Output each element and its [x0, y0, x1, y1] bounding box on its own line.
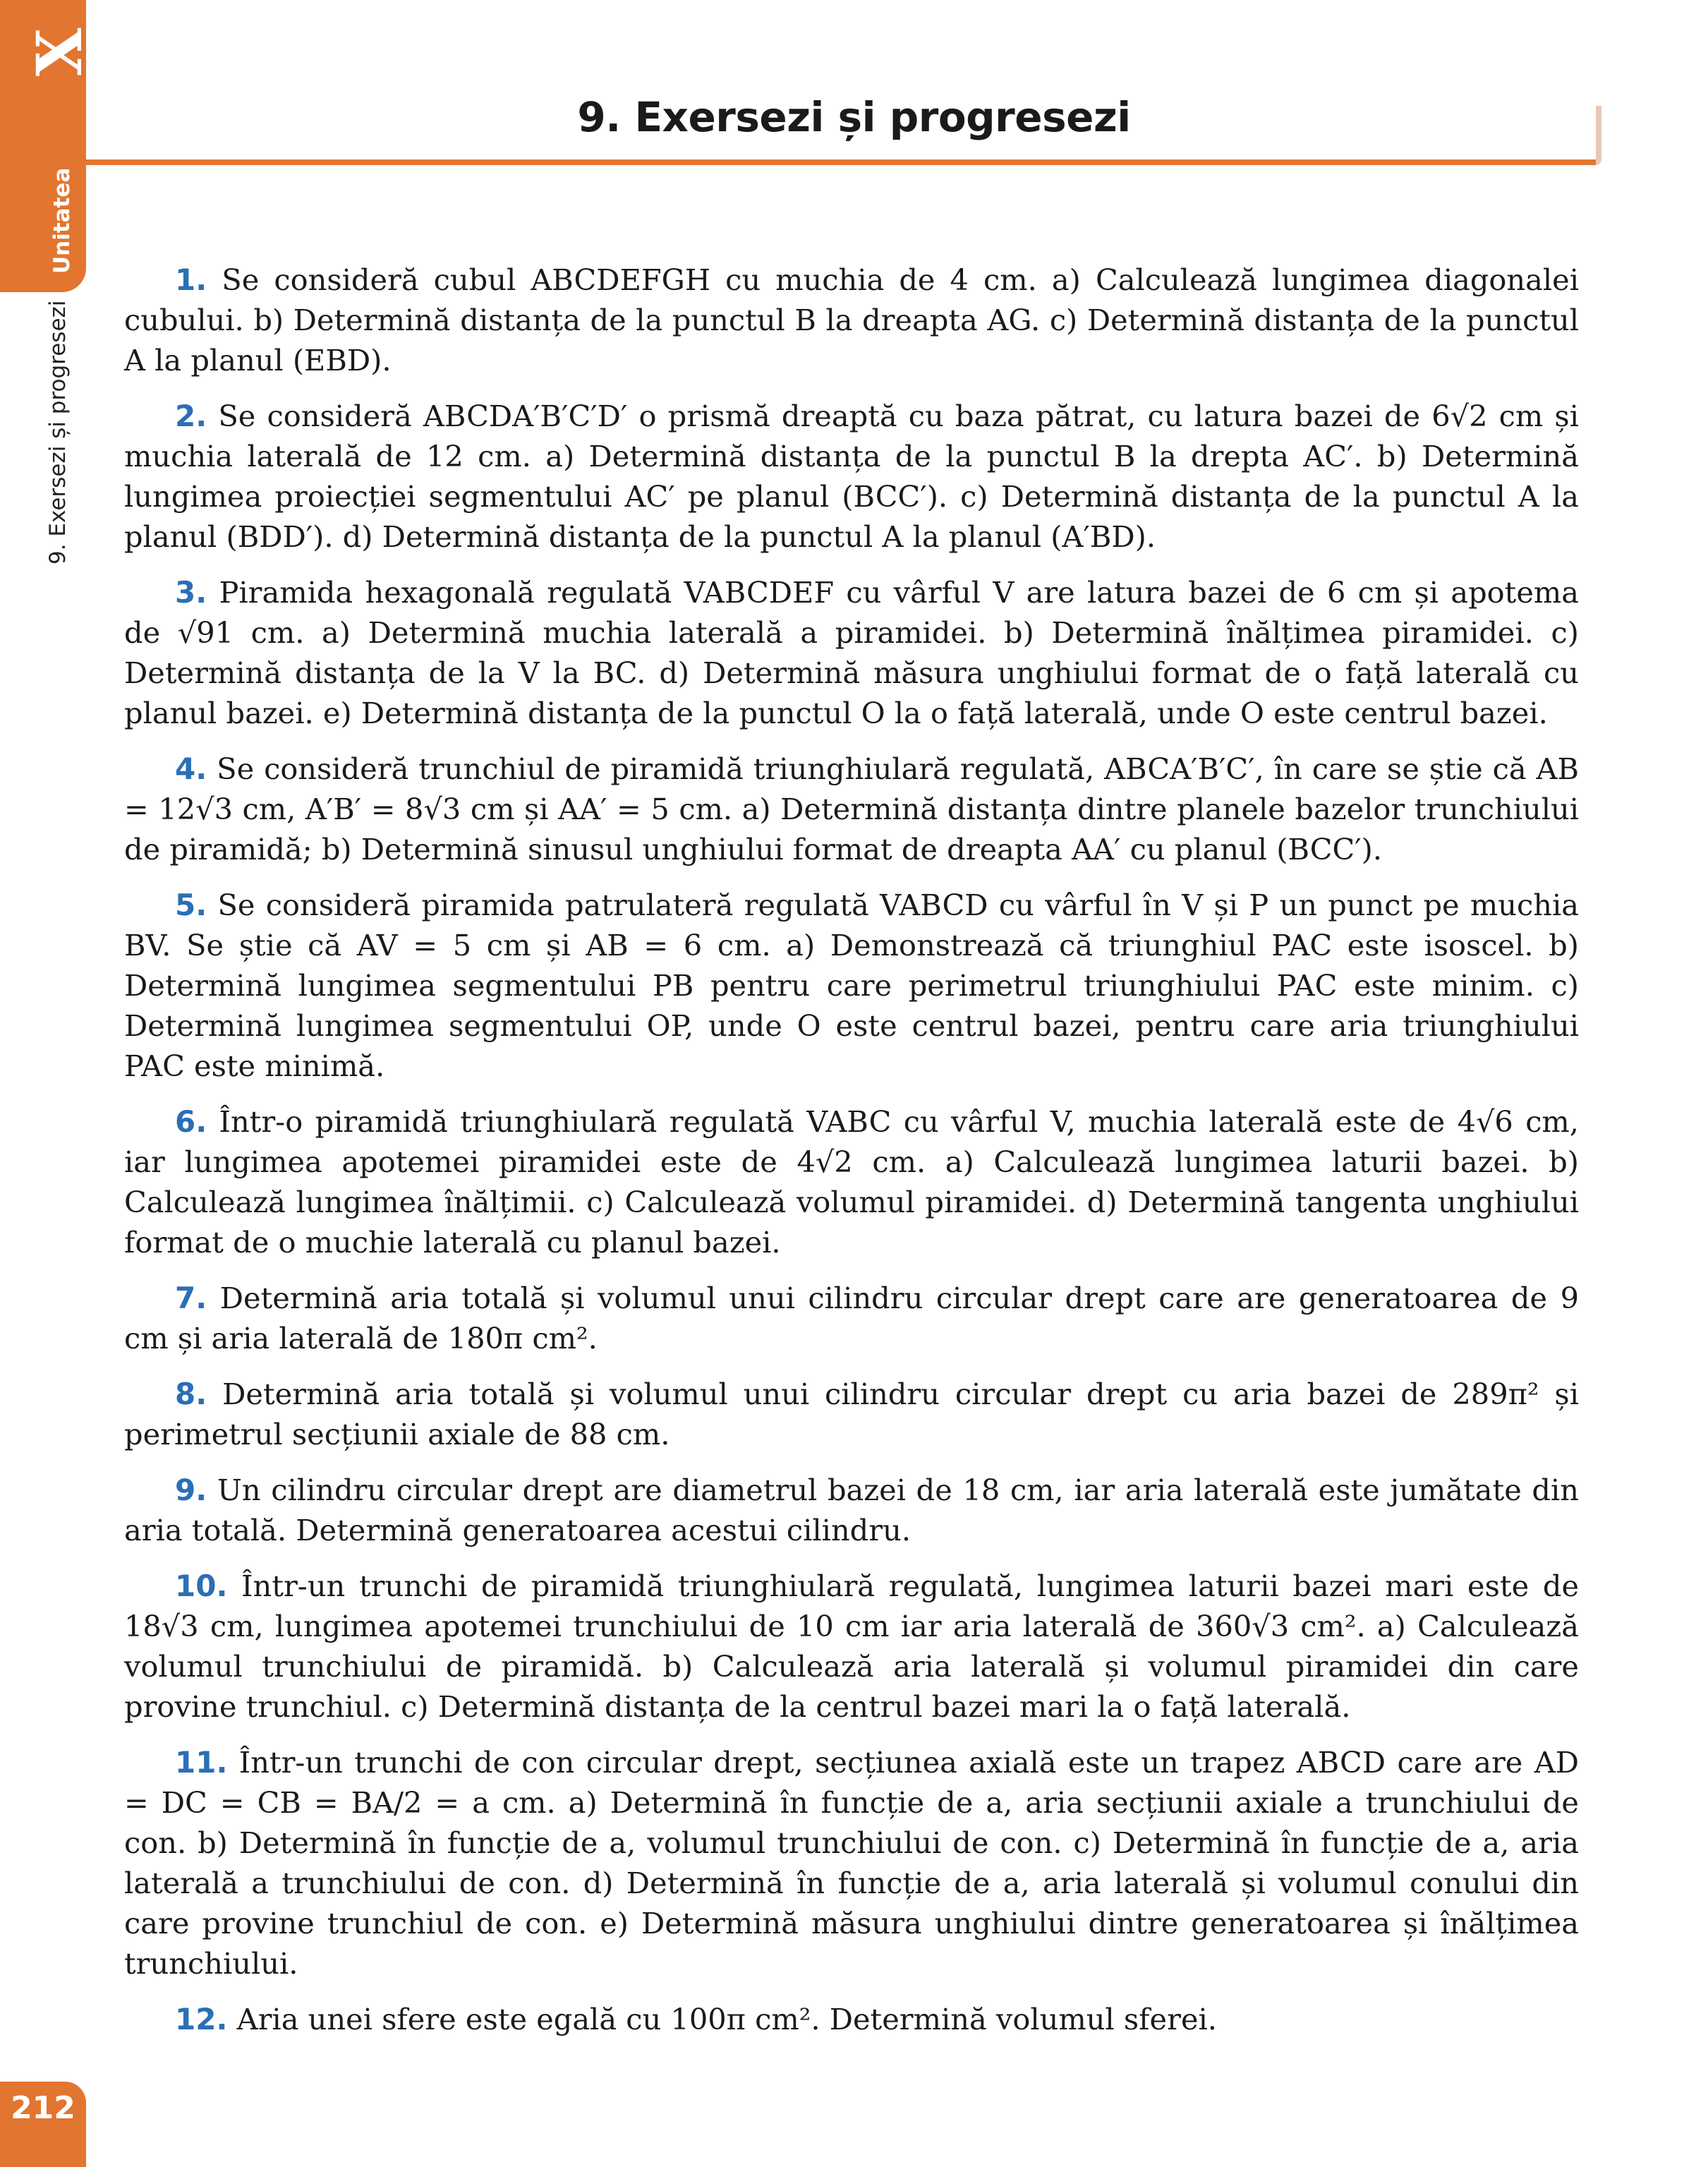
exercise-text: Aria unei sfere este egală cu 100π cm². Determină volumul sferei.	[236, 2002, 1217, 2036]
exercise-text: Se consideră cubul ABCDEFGH cu muchia de 4 cm. a) Calculează lungimea diagonalei cubului. b) Determină distanța de la punctul B la dreapta AG. c) Determină distanța de la punctul A la planul (EBD).	[124, 262, 1579, 378]
exercise-number: 1.	[175, 262, 207, 297]
exercise-number: 6.	[175, 1104, 207, 1139]
exercise-10	[124, 1566, 1579, 1727]
exercise-text: Un cilindru circular drept are diametrul bazei de 18 cm, iar aria laterală este jumătate din aria totală. Determină generatoarea acestui cilindru.	[124, 1473, 1579, 1547]
exercise-text: Într-o piramidă triunghiulară regulată VABC cu vârful V, muchia laterală este de 4√6 cm, iar lungimea apotemei piramidei este de 4√2 cm. a) Calculează lungimea laturii bazei. b) Calculează lungimea înălțimii. c) Calculează volumul piramidei. d) Determină tangenta unghiului format de o muchie laterală cu planul bazei.	[124, 1104, 1579, 1260]
exercise-text: Determină aria totală și volumul unui cilindru circular drept care are generatoarea de 9 cm și aria laterală de 180π cm².	[124, 1281, 1579, 1356]
exercise-text: Piramida hexagonală regulată VABCDEF cu vârful V are latura bazei de 6 cm și apotema de √91 cm. a) Determină muchia laterală a piramidei. b) Determină înălțimea piramidei. c) Determină distanța de la V la BC. d) Determină măsura unghiului format de o față laterală cu planul bazei. e) Determină distanța de la punctul O la o față laterală, unde O este centrul bazei.	[124, 575, 1579, 730]
exercise-6	[124, 1101, 1579, 1262]
exercise-text: Într-un trunchi de con circular drept, secțiunea axială este un trapez ABCD care are AD = DC = CB = BA/2 = a cm. a) Determină în funcție de a, aria secțiunii axiale a trunchiului de con. b) Determină în funcție de a, volumul trunchiului de con. c) Determină în funcție de a, aria laterală a trunchiului de con. d) Determină în funcție de a, aria laterală și volumul conului din care provine trunchiul de con. e) Determină măsura unghiului dintre generatoarea și înălțimea trunchiului.	[124, 1745, 1579, 1981]
exercise-1	[124, 260, 1579, 380]
exercise-number: 9.	[175, 1473, 207, 1507]
exercise-text: Se consideră piramida patrulateră regulată VABCD cu vârful în V și P un punct pe muchia BV. Se știe că AV = 5 cm și AB = 6 cm. a) Demonstrează că triunghiul PAC este isoscel. b) Determină lungimea segmentului PB pentru care perimetrul triunghiului PAC este minim. c) Determină lungimea segmentului OP, unde O este centrul bazei, pentru care aria triunghiului PAC este minimă.	[124, 888, 1579, 1083]
exercise-number: 3.	[175, 575, 207, 610]
exercise-text: Determină aria totală și volumul unui cilindru circular drept cu aria bazei de 289π² și perimetrul secțiunii axiale de 88 cm.	[124, 1377, 1580, 1451]
exercise-text: Se consideră ABCDA′B′C′D′ o prismă dreaptă cu baza pătrat, cu latura bazei de 6√2 cm și muchia laterală de 12 cm. a) Determină distanța de la punctul B la drepta AC′. b) Determină lungimea proiecției segmentului AC′ pe planul (BCC′). c) Determină distanța de la punctul A la planul (BDD′). d) Determină distanța de la punctul A la planul (A′BD).	[124, 399, 1579, 554]
exercise-9	[124, 1470, 1579, 1550]
exercise-3	[124, 572, 1579, 733]
exercise-text: Se consideră trunchiul de piramidă triunghiulară regulată, ABCA′B′C′, în care se știe că AB = 12√3 cm, A′B′ = 8√3 cm și AA′ = 5 cm. a) Determină distanța dintre planele bazelor trunchiului de piramidă; b) Determină sinusul unghiului format de dreapta AA′ cu planul (BCC′).	[124, 751, 1579, 867]
page-title: 9. Exersezi și progresezi	[577, 93, 1131, 141]
exercise-number: 11.	[175, 1745, 228, 1780]
chapter-side-label: 9. Exersezi și progresezi	[45, 300, 71, 565]
exercise-4	[124, 749, 1579, 869]
exercise-number: 2.	[175, 399, 207, 433]
unit-roman-numeral: X	[23, 28, 96, 76]
page-number: 212	[11, 2090, 75, 2126]
exercise-number: 7.	[175, 1281, 207, 1315]
exercise-number: 12.	[175, 2002, 228, 2036]
exercise-number: 10.	[175, 1569, 228, 1603]
exercise-text: Într-un trunchi de piramidă triunghiulară regulată, lungimea laturii bazei mari este de 18√3 cm, lungimea apotemei trunchiului de 10 cm iar aria laterală de 360√3 cm². a) Calculează volumul trunchiului de piramidă. b) Calculează aria laterală și volumul piramidei din care provine trunchiul. c) Determină distanța de la centrul bazei mari la o față laterală.	[124, 1569, 1579, 1724]
exercise-8	[124, 1374, 1579, 1454]
unit-label: Unitatea	[49, 167, 75, 274]
exercise-12	[124, 1999, 1579, 2039]
title-underline	[86, 159, 1600, 165]
exercise-2	[124, 396, 1579, 557]
exercise-number: 4.	[175, 751, 207, 786]
exercise-number: 8.	[175, 1377, 207, 1411]
exercise-list	[124, 260, 1579, 2055]
title-underline-hook	[1596, 106, 1601, 165]
exercise-11	[124, 1742, 1579, 1984]
exercise-7	[124, 1278, 1579, 1358]
exercise-5	[124, 885, 1579, 1086]
exercise-number: 5.	[175, 888, 207, 922]
